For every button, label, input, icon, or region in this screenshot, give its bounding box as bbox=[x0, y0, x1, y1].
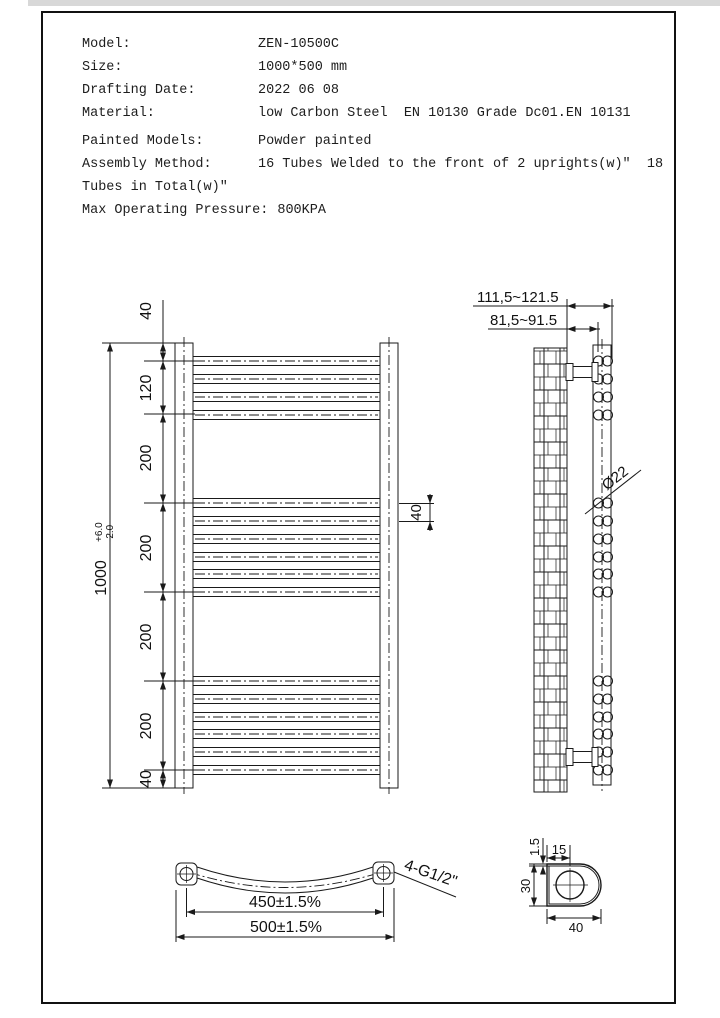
detail-dim-width bbox=[547, 909, 601, 935]
front-view bbox=[93, 300, 434, 794]
spec-value: ZEN-10500C bbox=[258, 37, 340, 52]
detail-dim-wall-thickness bbox=[527, 838, 549, 875]
dim-overall-height: 1000 bbox=[93, 560, 110, 596]
dim-overall-width: 500±1.5% bbox=[250, 919, 322, 936]
front-tubes bbox=[193, 357, 380, 775]
front-dim-pitch bbox=[399, 494, 434, 531]
dim-tube-diameter: Ø22 bbox=[598, 463, 632, 494]
spec-label: Drafting Date: bbox=[82, 83, 196, 98]
bottom-leader-connections bbox=[394, 857, 459, 897]
dim-wall-thickness: 1.5 bbox=[527, 837, 542, 857]
bottom-view bbox=[176, 857, 459, 942]
spec-label: Painted Models: bbox=[82, 134, 204, 149]
wall-bracket-top bbox=[566, 363, 598, 382]
spec-label: Assembly Method: bbox=[82, 157, 212, 172]
dim-chain-40-top: 40 bbox=[138, 302, 155, 320]
dim-chain-200c: 200 bbox=[138, 623, 155, 651]
dim-chain-200a: 200 bbox=[138, 444, 155, 472]
dim-tol-minus: -2.0 bbox=[105, 524, 116, 542]
dim-chain-200d: 200 bbox=[138, 712, 155, 740]
dim-depth: 30 bbox=[518, 878, 533, 894]
dim-center-offset: 15 bbox=[551, 842, 567, 857]
detail-view bbox=[518, 838, 601, 935]
spec-label: Size: bbox=[82, 60, 123, 75]
dim-chain-120: 120 bbox=[138, 374, 155, 402]
side-view bbox=[473, 289, 641, 792]
wall-bracket-bottom bbox=[566, 748, 598, 767]
dim-center-distance: 450±1.5% bbox=[249, 894, 321, 911]
spec-label: Model: bbox=[82, 37, 131, 52]
dim-wall-to-tube-face: 111,5~121.5 bbox=[477, 289, 559, 306]
spec-value: Powder painted bbox=[258, 134, 372, 149]
side-dim-wall-to-upright bbox=[488, 312, 600, 352]
spec-value: 2022 06 08 bbox=[258, 83, 340, 98]
bottom-dim-centers bbox=[187, 887, 384, 917]
right-fitting bbox=[373, 862, 394, 884]
dim-width: 40 bbox=[568, 920, 584, 935]
spec-label: Tubes in Total(w)" bbox=[82, 180, 228, 195]
spec-label: Material: bbox=[82, 106, 155, 121]
spec-value: low Carbon Steel EN 10130 Grade Dc01.EN 10131 bbox=[258, 106, 631, 121]
spec-value: 16 Tubes Welded to the front of 2 uprights(w)" 18 bbox=[258, 157, 664, 172]
dim-tube-pitch: 40 bbox=[408, 504, 425, 521]
detail-dim-offset bbox=[547, 842, 570, 866]
dim-connections: 4-G1/2" bbox=[401, 856, 460, 891]
dim-tol-plus: +6.0 bbox=[94, 522, 105, 542]
dim-chain-200b: 200 bbox=[138, 534, 155, 562]
dim-wall-to-upright: 81,5~91.5 bbox=[490, 312, 558, 329]
dim-chain-40-bottom: 40 bbox=[138, 770, 155, 788]
spec-value: 800KPA bbox=[277, 203, 326, 218]
spec-value: 1000*500 mm bbox=[258, 60, 348, 75]
spec-label: Max Operating Pressure: bbox=[82, 203, 269, 218]
left-fitting bbox=[176, 863, 197, 885]
